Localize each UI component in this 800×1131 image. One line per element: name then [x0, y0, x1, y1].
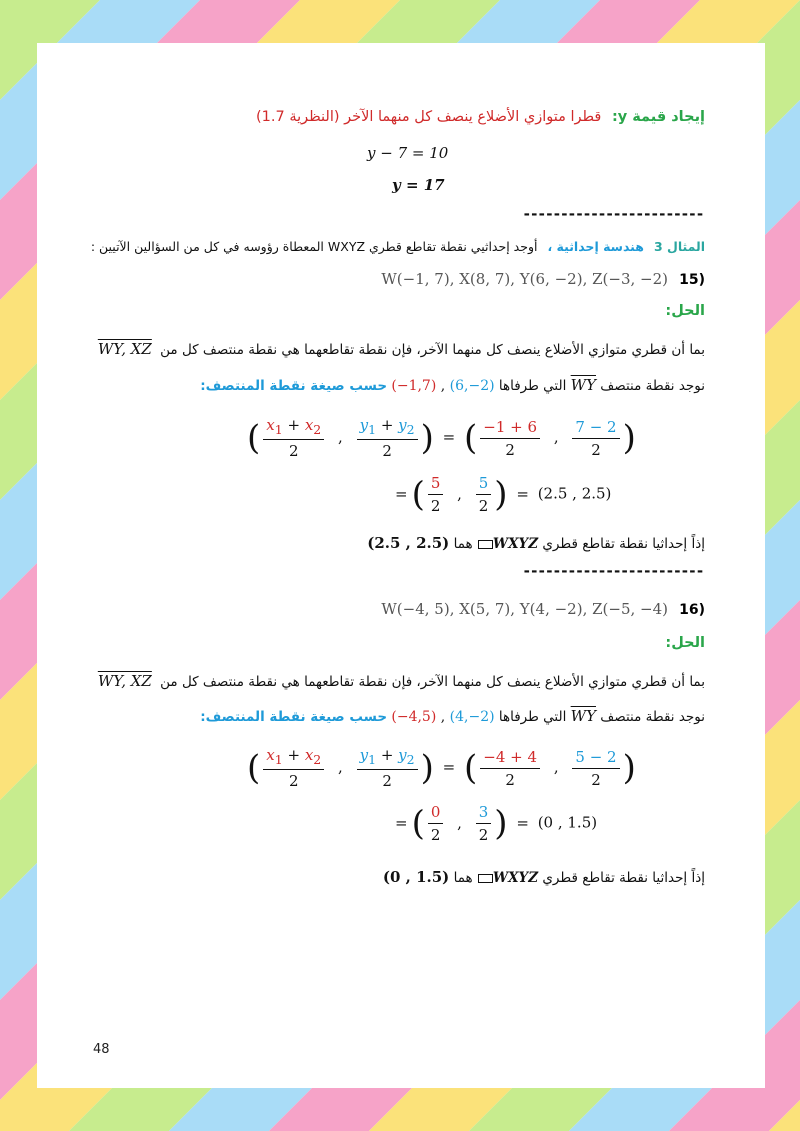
problem-16-answer-mid: هما	[453, 870, 473, 886]
problem-16-coords: W(−4, 5), X(5, 7), Y(4, −2), Z(−5, −4)	[381, 600, 669, 618]
problem-15-answer-prefix: إذاً إحداثيا نقطة تقاطع قطري	[542, 536, 705, 552]
separator-1: ------------------------	[522, 205, 703, 223]
problem-16-final: (0 , 1.5)	[537, 813, 598, 832]
separator-2: ------------------------	[522, 562, 703, 580]
shape-label-2: WXYZ	[492, 870, 539, 886]
problem-16-answer-point: (0 , 1.5)	[382, 868, 450, 886]
example-topic: هندسة إحداثية ،	[547, 239, 644, 254]
problem-15-line1-text: بما أن قطري متوازي الأضلاع ينصف كل منهما الآخر، فإن نقطة تقاطعهما هي نقطة منتصف كل من	[160, 342, 705, 358]
problem-16-line2	[200, 707, 705, 725]
problem-16-line2-segment: WY	[570, 707, 596, 725]
problem-15-point1: (−1,7)	[391, 378, 437, 394]
parallelogram-icon	[478, 540, 493, 549]
find-y-label: إيجاد قيمة y:	[611, 109, 705, 125]
page-number: 48	[93, 1042, 110, 1057]
problem-15-point2: (6,−2)	[449, 378, 495, 394]
problem-15-answer-point: (2.5 , 2.5)	[367, 534, 450, 552]
problem-16-formula-row2: = ( $\frac{0}{2}$ , $\frac{3}{2}$ ) = (0 , 1.5)	[395, 803, 598, 844]
problem-15-answer	[367, 534, 705, 552]
problem-16-res-y: 3	[476, 803, 492, 824]
problem-15-points: (−1,7) , (6,−2)	[391, 378, 495, 394]
problem-16-points: (−4,5) , (4,−2)	[391, 709, 495, 725]
problem-16-formula-row1: ( $\frac{x_1 + x_2}{2}$ , $\frac{y_1 + y_2}{2}$ ) = ( $\frac{-4 + 4}{2}$ , $\frac{5 - 2}{2}$ )	[247, 746, 636, 790]
problem-15-res-y: 5	[476, 474, 492, 495]
problem-15-solution-label: الحل:	[665, 303, 705, 319]
problem-16-solution-label: الحل:	[665, 635, 705, 651]
find-y-line	[256, 109, 705, 125]
problem-16-num-x: −4 + 4	[480, 748, 540, 769]
problem-15-line2	[200, 376, 705, 394]
problem-15-line1	[98, 340, 705, 358]
example-header	[91, 239, 705, 254]
equation-1: y − 7 = 10	[367, 144, 449, 162]
problem-16-vertices	[381, 599, 705, 618]
problem-15-line2-segment: WY	[570, 376, 596, 394]
problem-15-final: (2.5 , 2.5)	[537, 484, 612, 503]
problem-15-num-x: −1 + 6	[480, 418, 540, 439]
problem-16-point1: (−4,5)	[391, 709, 437, 725]
problem-16-formula-label: حسب صيغة نقطة المنتصف:	[200, 709, 388, 725]
find-y-reason: قطرا متوازي الأضلاع ينصف كل منهما الآخر (النظرية 1.7)	[256, 109, 602, 125]
problem-15-answer-mid: هما	[453, 536, 473, 552]
problem-15-number: 15)	[679, 272, 705, 288]
problem-16-line2-prefix: نوجد نقطة منتصف	[600, 709, 705, 725]
problem-16-line2-mid: التي طرفاها	[498, 709, 567, 725]
problem-16-point2: (4,−2)	[449, 709, 495, 725]
problem-15-formula-row1: ( $\frac{x_1 + x_2}{2}$ , $\frac{y_1 + y_2}{2}$ ) = ( $\frac{-1 + 6}{2}$ , $\frac{7 - 2}{2}$ )	[247, 416, 636, 460]
problem-15-formula-label: حسب صيغة نقطة المنتصف:	[200, 378, 388, 394]
example-prompt: أوجد إحداثيي نقطة تقاطع قطري WXYZ المعطاة رؤوسه في كل من السؤالين الآتيين :	[90, 239, 538, 254]
problem-16-number: 16)	[679, 602, 705, 618]
page-sheet	[37, 43, 765, 1088]
example-label: المثال 3	[653, 239, 705, 254]
problem-15-res-x: 5	[428, 474, 444, 495]
parallelogram-icon-2	[478, 874, 493, 883]
problem-16-answer-prefix: إذاً إحداثيا نقطة تقاطع قطري	[542, 870, 705, 886]
problem-16-answer	[383, 868, 705, 886]
problem-16-segments: WY, XZ	[97, 672, 152, 690]
problem-15-formula-row2: = ( $\frac{5}{2}$ , $\frac{5}{2}$ ) = (2.5 , 2.5)	[395, 474, 612, 515]
equation-2: y = 17	[392, 176, 445, 194]
problem-15-line2-prefix: نوجد نقطة منتصف	[600, 378, 705, 394]
problem-16-res-x: 0	[428, 803, 444, 824]
problem-16-line1-text: بما أن قطري متوازي الأضلاع ينصف كل منهما الآخر، فإن نقطة تقاطعهما هي نقطة منتصف كل من	[160, 674, 705, 690]
problem-16-line1	[98, 672, 705, 690]
problem-15-vertices	[381, 269, 705, 288]
problem-15-segments: WY, XZ	[97, 340, 152, 358]
shape-label: WXYZ	[492, 536, 539, 552]
problem-15-line2-mid: التي طرفاها	[498, 378, 567, 394]
problem-15-coords: W(−1, 7), X(8, 7), Y(6, −2), Z(−3, −2)	[381, 270, 669, 288]
problem-16-num-y: 5 − 2	[572, 748, 619, 769]
problem-15-num-y: 7 − 2	[572, 418, 619, 439]
